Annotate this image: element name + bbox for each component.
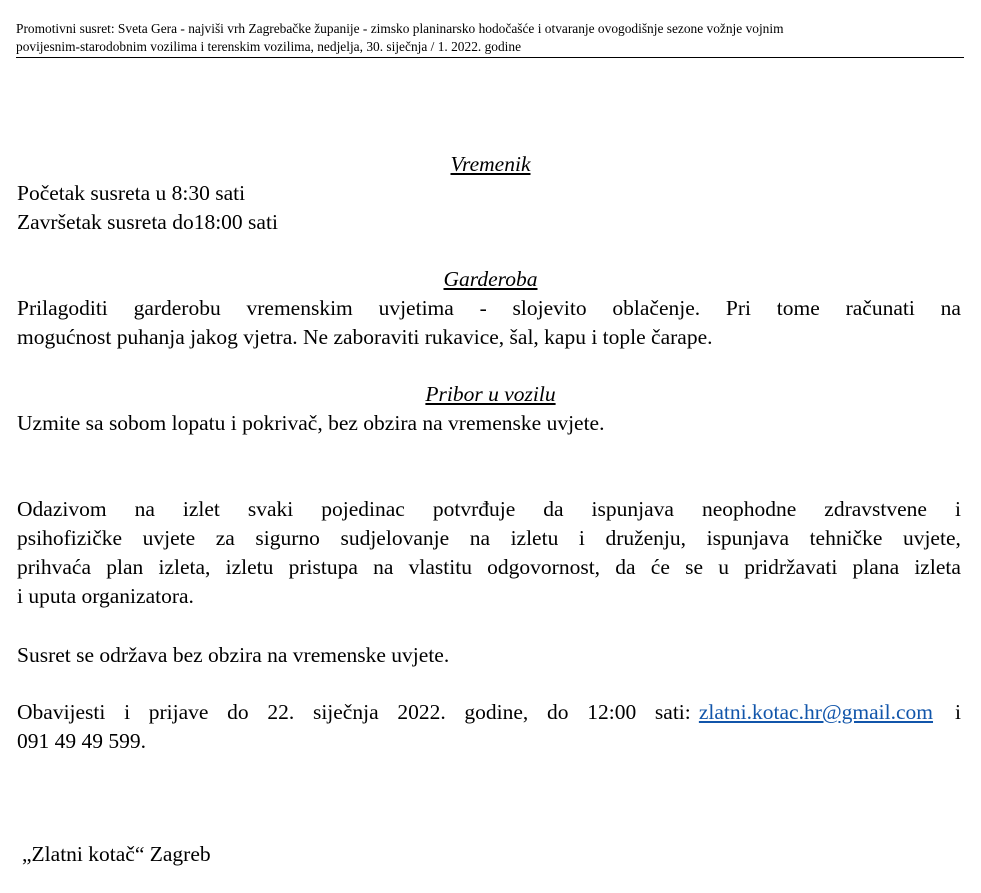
word: na [134,497,155,521]
vremenik-end-line: Završetak susreta do18:00 sati [17,210,278,234]
odaziv-line-3 [17,553,961,582]
word: 12:00 [587,700,637,724]
word: Pri [725,296,752,320]
word: na [373,555,394,579]
word: psihofizičke [17,526,123,550]
signature: „Zlatni kotač“ Zagreb [22,842,211,866]
word: odgovornost, [487,555,601,579]
word: tehničke [809,526,883,550]
word: do [227,700,249,724]
header-line-2: povijesnim-starodobnim vozilima i terenskim vozilima, nedjelja, 30. siječnja / 1. 2022. godine [16,39,522,54]
word: Obavijesti [17,700,106,724]
word: uvjete, [902,526,961,550]
word: 2022. [397,700,446,724]
word: da [615,555,636,579]
word: sudjelovanje [340,526,450,550]
word: pojedinac [321,497,405,521]
word: Prilagoditi [17,296,108,320]
word: vremenskim [246,296,353,320]
word: da [543,497,564,521]
word: - [479,296,487,320]
word: sati: [654,700,691,724]
word: i [124,700,131,724]
obavijesti-suffix: i [955,700,961,724]
phone-number: 091 49 49 599. [17,729,146,753]
word: svaki [247,497,294,521]
word: plana [852,555,900,579]
word: zdravstvene [824,497,927,521]
odaziv-paragraph [17,495,961,611]
obavijesti-line-1 [17,698,961,727]
word: na [469,526,490,550]
word: se [685,555,704,579]
section-title-vremenik: Vremenik [450,152,531,176]
word: oblačenje. [612,296,701,320]
word: pristupa [288,555,358,579]
word: godine, [464,700,529,724]
section-title-pribor: Pribor u vozilu [425,382,556,406]
word: plan [106,555,144,579]
word: siječnja [312,700,379,724]
word: na [940,296,961,320]
document-header [16,20,964,58]
word: do [547,700,569,724]
odaziv-line-2 [17,524,961,553]
word: potvrđuje [432,497,516,521]
pribor-line: Uzmite sa sobom lopatu i pokrivač, bez obzira na vremenske uvjete. [17,411,605,435]
word: pridržavati [744,555,838,579]
garderoba-line-1 [17,294,961,323]
word: prihvaća [17,555,92,579]
word: i [954,497,961,521]
garderoba-paragraph [17,294,961,352]
word: za [215,526,235,550]
word: garderobu [133,296,221,320]
word: Odazivom [17,497,107,521]
word: neophodne [701,497,797,521]
word: izleta [914,555,961,579]
odaziv-line-1 [17,495,961,524]
word: tome [776,296,820,320]
garderoba-line-2: mogućnost puhanja jakog vjetra. Ne zaboraviti rukavice, šal, kapu i tople čarape. [17,325,713,349]
word: prijave [148,700,209,724]
word: izlet [182,497,220,521]
word: u [718,555,729,579]
word: vlastitu [408,555,472,579]
word: uvjetima [378,296,454,320]
word: i [578,526,585,550]
obavijesti-paragraph [17,698,961,756]
word: će [650,555,670,579]
email-link[interactable]: zlatni.kotac.hr@gmail.com [698,700,934,724]
word: sigurno [255,526,320,550]
obavijesti-prefix [17,698,691,727]
word: slojevito [512,296,587,320]
header-line-1: Promotivni susret: Sveta Gera - najviši vrh Zagrebačke županije - zimsko planinarsko hodočašće i otvaranje ovogodišnje sezone vožnje vojnim [16,21,784,36]
susret-line: Susret se održava bez obzira na vremenske uvjete. [17,643,450,667]
word: ispunjava [706,526,789,550]
word: računati [845,296,915,320]
word: druženju, [605,526,687,550]
section-title-garderoba: Garderoba [443,267,538,291]
vremenik-start-line: Početak susreta u 8:30 sati [17,181,246,205]
word: 22. [267,700,295,724]
word: uvjete [142,526,196,550]
word: izletu [510,526,559,550]
word: ispunjava [591,497,674,521]
word: izleta, [158,555,211,579]
odaziv-line-4: i uputa organizatora. [17,584,194,608]
word: izletu [225,555,274,579]
